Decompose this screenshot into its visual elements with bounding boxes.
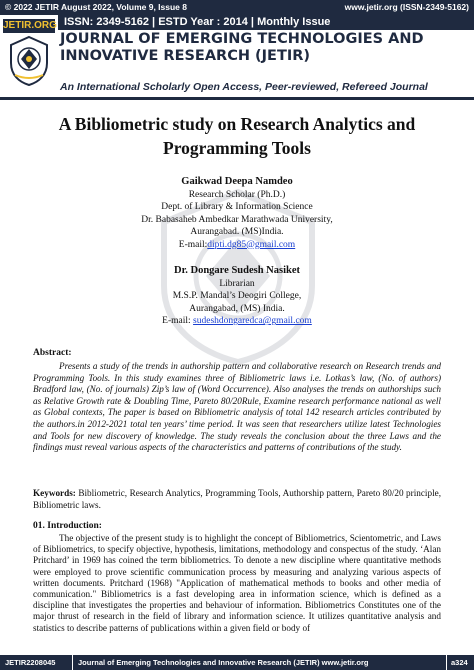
- paper-title-line1: A Bibliometric study on Research Analytics and: [58, 114, 416, 134]
- author-1-name: Gaikwad Deepa Namdeo: [181, 176, 293, 187]
- author-2-name: Dr. Dongare Sudesh Nasiket: [173, 265, 301, 276]
- author-1-dept: Dept. of Library & Information Science: [161, 202, 313, 213]
- footer-divider: [446, 655, 447, 670]
- header-website: www.jetir.org (ISSN-2349-5162): [344, 2, 469, 12]
- page-footer-bar: [0, 655, 474, 670]
- footer-journal: Journal of Emerging Technologies and Innovative Research (JETIR) www.jetir.org: [78, 658, 369, 667]
- journal-name-line2: INNOVATIVE RESEARCH (JETIR): [60, 48, 311, 64]
- author-1-email-label: E-mail:: [178, 239, 208, 250]
- author-2-role: Librarian: [219, 279, 255, 289]
- author-1-university: Dr. Babasaheb Ambedkar Marathwada University,: [141, 214, 333, 225]
- issn-bar: ISSN: 2349-5162 | ESTD Year : 2014 | Monthly Issue: [58, 15, 474, 30]
- journal-name-line1: JOURNAL OF EMERGING TECHNOLOGIES AND: [60, 31, 424, 47]
- author-2-email-label: E-mail:: [162, 316, 191, 327]
- author-1-block: [20, 175, 454, 251]
- author-2-city: Aurangabad, (MS) India.: [189, 303, 285, 314]
- author-1-email-line: [20, 239, 454, 251]
- author-2-email-line: [20, 315, 454, 327]
- jetir-seal-icon: [7, 35, 51, 87]
- footer-page-number: a324: [451, 658, 468, 667]
- journal-masthead: [0, 15, 474, 100]
- abstract-text: Presents a study of the trends in authorship pattern and collaborative research on Research trends and Programming Tools. In this study examines three of Bibliometric laws i.e. Lotkas’s law, (No. of authors) Bradford law, (No. of journals) Zip’s law of (Word Occurrence). Also analyses the trends on authorships such as Relative Growth rate & Doubling Time, Pareto 80/20Rule, Examine research performance national as well as Global contexts, The paper is based on Bibliometric analysis of total 142 research articles contributed by the authors.in 2012-2021 total ten years’ time period. It was seen that researchers utilize latest Technologies and Tools for new discovery of knowledge. The study reveals the conclusion about the three Laws and the findings must reveal various aspects of the characteristics and patterns of contributions of the study.: [33, 361, 441, 453]
- author-2-email-link[interactable]: sudeshdongaredca@gmail.com: [193, 316, 312, 327]
- author-2-college: M.S.P. Mandal’s Deogiri College,: [172, 291, 302, 302]
- author-1-role: Research Scholar (Ph.D.): [188, 190, 286, 200]
- introduction-text: The objective of the present study is to highlight the concept of Bibliometrics, Scientometric, and Laws of Bibliometrics, to specify objective, hypothesis, limitations, methodology and conspectus of the study. ‘Alan Pritchard’ in 1969 has coined the term bibliometrics. To denote a new discipline where quantitative methods were employed to prove scientific communication process by measuring and analyzing various aspects of written documents. Pritchard (1968) "Application of mathematical methods to books and other media of communication." Bibliometrics is a fast developing area in information science, which is defined as a discipline that investigates the properties and behaviour of information. Bibliometrics Constitutes one of the major thrust of research in the field of library and information science. It utilizes quantitative analysis and statistics to describe patterns of publications within a given field or body of: [33, 533, 441, 633]
- paper-title: [20, 112, 454, 160]
- paper-title-line2: Programming Tools: [163, 138, 311, 158]
- author-1-city: Aurangabad. (MS)India.: [190, 227, 284, 238]
- jetir-badge: JETIR.ORG: [3, 20, 57, 31]
- journal-name: [60, 31, 470, 65]
- page-header-bar: [0, 0, 474, 15]
- introduction-heading: 01. Introduction:: [33, 521, 102, 531]
- journal-subtitle: An International Scholarly Open Access, Peer-reviewed, Refereed Journal: [60, 81, 428, 93]
- author-2-block: [20, 264, 454, 328]
- author-1-email-link[interactable]: dipti.dg85@gmail.com: [207, 239, 296, 250]
- keywords-section: [33, 488, 441, 511]
- keywords-label: Keywords:: [33, 488, 76, 498]
- abstract-heading: Abstract:: [33, 348, 72, 358]
- footer-paper-id: JETIR2208045: [5, 658, 56, 667]
- footer-divider: [72, 655, 73, 670]
- header-volume-info: © 2022 JETIR August 2022, Volume 9, Issue 8: [5, 2, 188, 12]
- journal-logo: [3, 19, 55, 89]
- keywords-text: Bibliometric, Research Analytics, Programming Tools, Authorship pattern, Pareto 80/20 principle, Bibliometric laws.: [33, 488, 441, 510]
